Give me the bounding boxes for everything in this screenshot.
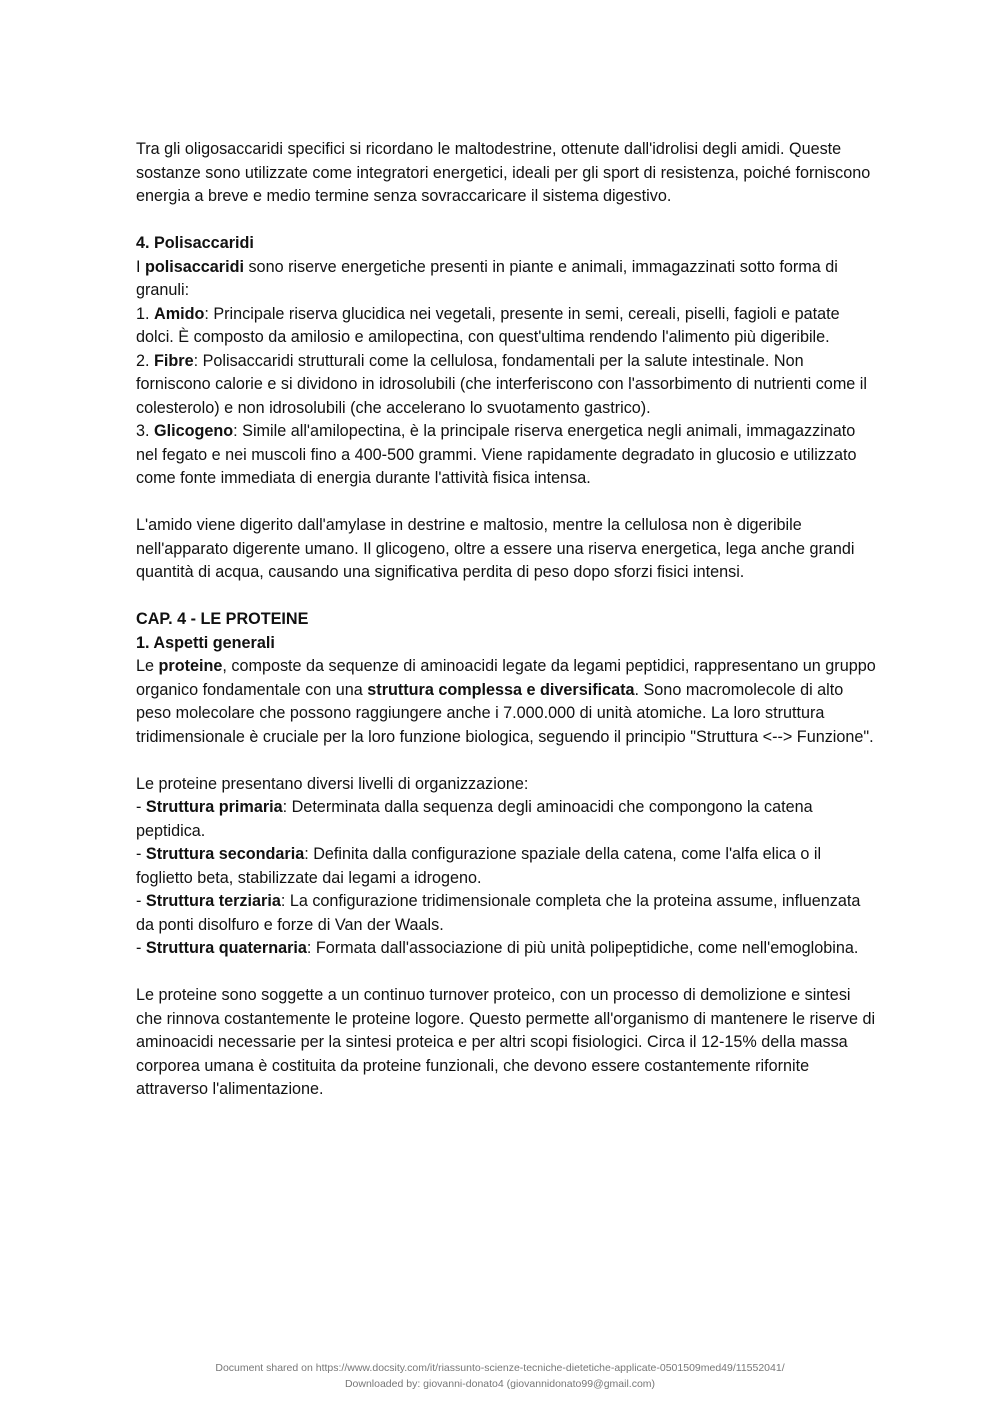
section-heading-aspetti: 1. Aspetti generali — [136, 633, 275, 652]
polisaccaridi-lead: I polisaccaridi sono riserve energetiche presenti in piante e animali, immagazzinati sotto forma di granuli: — [136, 257, 838, 299]
section-heading-polisaccaridi: 4. Polisaccaridi — [136, 234, 254, 252]
document-body — [136, 138, 876, 1102]
level-item-quaternaria: - Struttura quaternaria: Formata dall'associazione di più unità polipeptidiche, come nell'emoglobina. — [136, 939, 859, 957]
proteine-closing-paragraph: Le proteine sono soggette a un continuo turnover proteico, con un processo di demolizione e sintesi che rinnova costantemente le proteine logore. Questo permette all'organismo di mantenere le riserve di aminoacidi necessarie per la sintesi proteica e per altri scopi fisiologici. Circa il 12-15% della massa corporea umana è costituita da proteine funzionali, che devono essere costantemente rifornite attraverso l'alimentazione. — [136, 986, 876, 1098]
polisaccaridi-closing: L'amido viene digerito dall'amylase in destrine e maltosio, mentre la cellulosa non è digeribile nell'apparato digerente umano. Il glicogeno, oltre a essere una riserva energetica, lega anche grandi quantità di acqua, causando una significativa perdita di peso dopo sforzi fisici intensi. — [136, 516, 855, 581]
list-item-fibre: 2. Fibre: Polisaccaridi strutturali come la cellulosa, fondamentali per la salute intestinale. Non forniscono calorie e si dividono in idrosolubili (che interferiscono con l'assorbimento di nutrienti come il colesterolo) e non idrosolubili (che accelerano lo svuotamento gastrico). — [136, 351, 867, 417]
footer-shared-link[interactable]: Document shared on https://www.docsity.com/it/riassunto-scienze-tecniche-dietetiche-applicate-0501509med49/11552041/ — [215, 1362, 785, 1374]
level-item-secondaria: - Struttura secondaria: Definita dalla configurazione spaziale della catena, come l'alfa elica o il foglietto beta, stabilizzate dai legami a idrogeno. — [136, 845, 822, 887]
intro-paragraph: Tra gli oligosaccaridi specifici si ricordano le maltodestrine, ottenute dall'idrolisi degli amidi. Queste sostanze sono utilizzate come integratori energetici, ideali per gli sport di resistenza, poiché forniscono energia a breve e medio termine senza sovraccaricare il sistema digestivo. — [136, 140, 871, 205]
footer-downloaded-by: Downloaded by: giovanni-donato4 (giovannidonato99@gmail.com) — [344, 1378, 656, 1390]
levels-intro: Le proteine presentano diversi livelli di organizzazione: — [136, 774, 529, 793]
list-item-glicogeno: 3. Glicogeno: Simile all'amilopectina, è la principale riserva energetica negli animali, immagazzinato nel fegato e nei muscoli fino a 400-500 grammi. Viene rapidamente degradato in glucosio e utilizzato come fonte immediata di energia durante l'attività fisica intensa. — [136, 422, 857, 487]
level-item-primaria: - Struttura primaria: Determinata dalla sequenza degli aminoacidi che compongono la catena peptidica. — [136, 798, 813, 840]
list-item-amido: 1. Amido: Principale riserva glucidica nei vegetali, presente in semi, cereali, piselli, fagioli e patate dolci. È composto da amilosio e amilopectina, con quest'ultima rendendo l'alimento più digeribile. — [136, 304, 840, 346]
level-item-terziaria: - Struttura terziaria: La configurazione tridimensionale completa che la proteina assume, influenzata da ponti disolfuro e forze di Van der Waals. — [136, 892, 861, 934]
chapter-title: CAP. 4 - LE PROTEINE — [136, 610, 309, 628]
proteine-intro-paragraph: Le proteine, composte da sequenze di aminoacidi legate da legami peptidici, rappresentano un gruppo organico fondamentale con una struttura complessa e diversificata. Sono macromolecole di alto peso molecolare che possono raggiungere anche i 7.000.000 di unità atomiche. La loro struttura tridimensionale è cruciale per la loro funzione biologica, seguendo il principio "Struttura <--> Funzione". — [136, 657, 876, 746]
page-footer — [0, 1360, 1000, 1392]
